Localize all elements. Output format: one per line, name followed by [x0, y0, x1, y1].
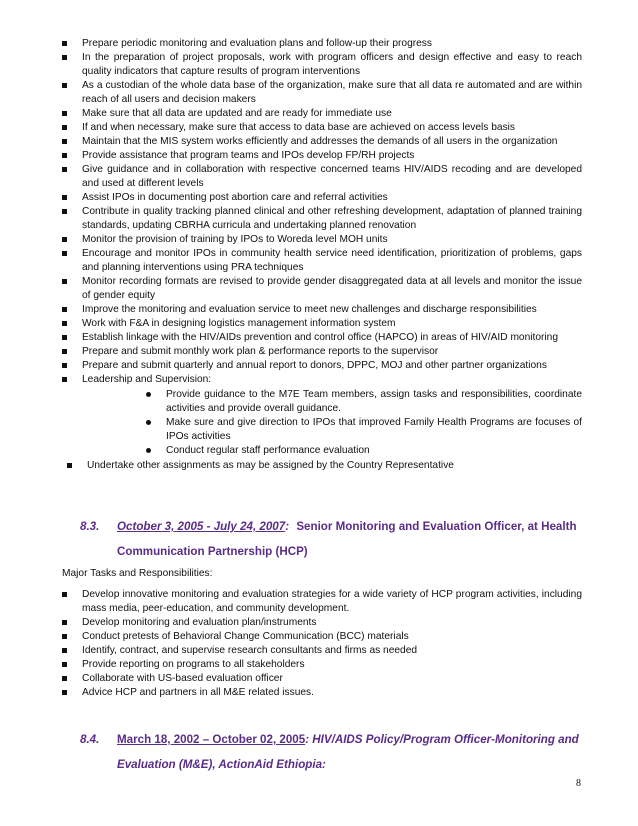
list-item: Provide assistance that program teams and IPOs develop FP/RH projects	[62, 149, 582, 163]
list-item: Develop monitoring and evaluation plan/instruments	[62, 616, 582, 630]
sub-list-item: Provide guidance to the M7E Team members, assign tasks and responsibilities, coordinate activities and provide overall guidance.	[146, 388, 582, 416]
list-item: Contribute in quality tracking planned clinical and other refreshing development, adaptation of planned training standards, updating CBRHA curricula and undertaking planned renovation	[62, 205, 582, 233]
round-bullet-icon	[146, 420, 151, 425]
list-item: Provide reporting on programs to all stakeholders	[62, 658, 582, 672]
list-item: If and when necessary, make sure that access to data base are achieved on access levels basis	[62, 121, 582, 135]
square-bullet-icon	[62, 377, 67, 382]
list-item: Conduct pretests of Behavioral Change Communication (BCC) materials	[62, 630, 582, 644]
list-item: As a custodian of the whole data base of the organization, make sure that all data re automated and are within reach of all users and decision makers	[62, 79, 582, 107]
list-item: Establish linkage with the HIV/AIDs prevention and control office (HAPCO) in areas of HIV/AID monitoring	[62, 331, 582, 345]
list-item: Encourage and monitor IPOs in community health service need identification, prioritization of problems, gaps and planning interventions using PRA techniques	[62, 247, 582, 275]
square-bullet-icon	[62, 237, 67, 242]
square-bullet-icon	[62, 41, 67, 46]
square-bullet-icon	[62, 195, 67, 200]
square-bullet-icon	[62, 209, 67, 214]
square-bullet-icon	[62, 153, 67, 158]
list-item: Undertake other assignments as may be assigned by the Country Representative	[67, 459, 582, 473]
square-bullet-icon	[62, 349, 67, 354]
section-heading-8-3: 8.3. October 3, 2005 - July 24, 2007: Senior Monitoring and Evaluation Officer, at Health Communication Partnership (HCP)	[80, 520, 577, 558]
square-bullet-icon	[62, 676, 67, 681]
list-item: Improve the monitoring and evaluation service to meet new challenges and discharge responsibilities	[62, 303, 582, 317]
sub-list-item: Make sure and give direction to IPOs that improved Family Health Programs are focuses of IPOs activities	[146, 416, 582, 444]
list-item: Prepare and submit monthly work plan & performance reports to the supervisor	[62, 345, 582, 359]
list-item: Prepare periodic monitoring and evaluation plans and follow-up their progress	[62, 37, 582, 51]
square-bullet-icon	[62, 335, 67, 340]
square-bullet-icon	[62, 662, 67, 667]
square-bullet-icon	[62, 279, 67, 284]
square-bullet-icon	[62, 620, 67, 625]
list-item: Assist IPOs in documenting post abortion care and referral activities	[62, 191, 582, 205]
square-bullet-icon	[62, 139, 67, 144]
square-bullet-icon	[62, 648, 67, 653]
page-number: 8	[576, 778, 581, 789]
list-item: Give guidance and in collaboration with respective concerned teams HIV/AIDS recoding and are developed and used at different levels	[62, 163, 582, 191]
section-intro: Major Tasks and Responsibilities:	[62, 568, 213, 579]
list-item: Develop innovative monitoring and evaluation strategies for a wide variety of HCP program activities, including mass media, peer-education, and community development.	[62, 588, 582, 616]
square-bullet-icon	[62, 111, 67, 116]
square-bullet-icon	[62, 251, 67, 256]
square-bullet-icon	[62, 321, 67, 326]
square-bullet-icon	[62, 83, 67, 88]
list-item: Leadership and Supervision:	[62, 373, 582, 387]
list-item: Maintain that the MIS system works efficiently and addresses the demands of all users in the organization	[62, 135, 582, 149]
square-bullet-icon	[62, 167, 67, 172]
list-item: Monitor recording formats are revised to provide gender disaggregated data at all levels and monitor the issue of gender equity	[62, 275, 582, 303]
square-bullet-icon	[62, 363, 67, 368]
list-item: Work with F&A in designing logistics management information system	[62, 317, 582, 331]
square-bullet-icon	[62, 307, 67, 312]
list-item: Collaborate with US-based evaluation officer	[62, 672, 582, 686]
section-heading-8-4: 8.4. March 18, 2002 – October 02, 2005: HIV/AIDS Policy/Program Officer-Monitoring and Evaluation (M&E), ActionAid Ethiopia:	[80, 733, 579, 771]
list-item: Monitor the provision of training by IPOs to Woreda level MOH units	[62, 233, 582, 247]
square-bullet-icon	[62, 125, 67, 130]
square-bullet-icon	[62, 634, 67, 639]
square-bullet-icon	[62, 55, 67, 60]
round-bullet-icon	[146, 448, 151, 453]
square-bullet-icon	[67, 463, 72, 468]
square-bullet-icon	[62, 592, 67, 597]
list-item: Advice HCP and partners in all M&E related issues.	[62, 686, 582, 700]
list-item: In the preparation of project proposals, work with program officers and design effective and easy to reach quality indicators that capture results of program interventions	[62, 51, 582, 79]
square-bullet-icon	[62, 690, 67, 695]
round-bullet-icon	[146, 392, 151, 397]
sub-list-item: Conduct regular staff performance evaluation	[146, 444, 582, 458]
list-item: Identify, contract, and supervise research consultants and firms as needed	[62, 644, 582, 658]
list-item: Make sure that all data are updated and are ready for immediate use	[62, 107, 582, 121]
list-item: Prepare and submit quarterly and annual report to donors, DPPC, MOJ and other partner organizations	[62, 359, 582, 373]
